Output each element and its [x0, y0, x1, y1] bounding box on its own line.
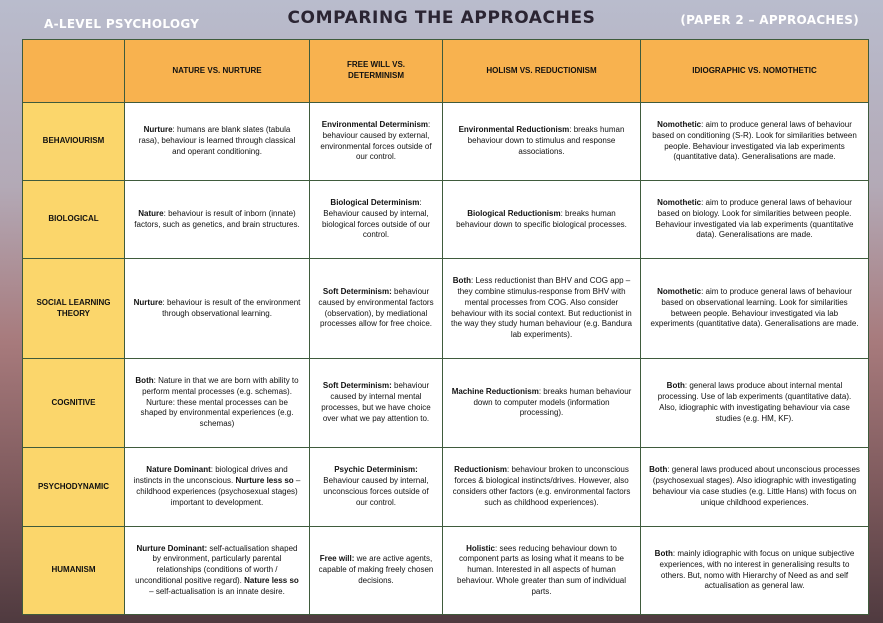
- table-cell: Nurture Dominant: self-actualisation shaped by environment, particularly parental relationships (conditions of worth / unconditional positive regard). Nature less so – self-actualisation is an innate desire.: [125, 527, 310, 615]
- row-header: BIOLOGICAL: [23, 181, 125, 259]
- key-term: Psychic Determinism:: [334, 465, 418, 475]
- key-term: Nomothetic: [657, 286, 702, 296]
- table-cell: Reductionism: behaviour broken to unconscious forces & biological instincts/drives. However, also considers other factors (e.g. environmental factors such as childhood experiences).: [443, 448, 641, 527]
- table-cell: Soft Determinism: behaviour caused by environmental factors (observation), by mediational processes allow for free choice.: [310, 259, 443, 359]
- key-term: Nomothetic: [657, 197, 702, 207]
- row-header: PSYCHODYNAMIC: [23, 448, 125, 527]
- table-row: [23, 359, 869, 448]
- table-row: [23, 527, 869, 615]
- column-header: HOLISM VS. REDUCTIONISM: [443, 40, 641, 103]
- table-cell: Biological Determinism: Behaviour caused by internal, biological forces outside of our control.: [310, 181, 443, 259]
- table-cell: Both: mainly idiographic with focus on unique subjective experiences, with no interest in generalising results to others. But, nomo with Hierarchy of Need as and self actualisation as general law.: [641, 527, 869, 615]
- table-row: [23, 259, 869, 359]
- key-term: Soft Determinism:: [322, 381, 392, 391]
- table-cell: Nurture: behaviour is result of the environment through observational learning.: [125, 259, 310, 359]
- page-title: COMPARING THE APPROACHES: [287, 8, 596, 28]
- row-header: COGNITIVE: [23, 359, 125, 448]
- table-cell: Both: general laws produce about internal mental processing. Use of lab experiments (quantitative data). Also, idiographic with investigating behaviour via case studies (e.g. HM, KF).: [641, 359, 869, 448]
- table-cell: Nomothetic: aim to produce general laws of behaviour based on conditioning (S-R). Look for similarities between people. Behaviour investigated via lab experiments (quantitative data). Generalisations are made.: [641, 103, 869, 181]
- course-label: A-LEVEL PSYCHOLOGY: [44, 17, 200, 31]
- key-term: Nurture less so: [235, 476, 294, 486]
- key-term: Both: [135, 376, 154, 385]
- table-cell: Machine Reductionism: breaks human behaviour down to computer models (information processing).: [443, 359, 641, 448]
- table-cell: Both: general laws produced about unconscious processes (psychosexual stages). Also idiographic with investigating behaviour via case studies (e.g. Little Hans) with focus on unique childhood experiences.: [641, 448, 869, 527]
- table-cell: Psychic Determinism: Behaviour caused by internal, unconscious forces outside of our control.: [310, 448, 443, 527]
- key-term: Holistic: [466, 543, 496, 553]
- key-term: Nature Dominant: [146, 465, 211, 475]
- key-term: Reductionism: [454, 465, 508, 475]
- key-term: Nature less so: [244, 575, 299, 585]
- key-term: Environmental Determinism: [321, 119, 428, 129]
- table-cell: Environmental Reductionism: breaks human behaviour down to stimulus and response associations.: [443, 103, 641, 181]
- key-term: Both: [649, 465, 668, 475]
- table-cell: Environmental Determinism: behaviour caused by external, environmental forces outside of our control.: [310, 103, 443, 181]
- table-cell: Free will: we are active agents, capable of making freely chosen decisions.: [310, 527, 443, 615]
- key-term: Soft Determinism:: [322, 286, 392, 296]
- table-row: [23, 448, 869, 527]
- table-cell: Nature Dominant: biological drives and instincts in the unconscious. Nurture less so – childhood experiences (psychosexual stages) important to development.: [125, 448, 310, 527]
- table-cell: Nomothetic: aim to produce general laws of behaviour based on biology. Look for similarities between people. Behaviour investigated via lab experiments (quantitative data). Generalisations are made.: [641, 181, 869, 259]
- row-header: BEHAVIOURISM: [23, 103, 125, 181]
- corner-cell: [23, 40, 125, 103]
- key-term: Both: [452, 276, 471, 286]
- table-cell: Nomothetic: aim to produce general laws of behaviour based on observational learning. Look for similarities between people. Behaviour investigated via lab experiments (quantitative data). Generalisations are made.: [641, 259, 869, 359]
- row-header: HUMANISM: [23, 527, 125, 615]
- key-term: Machine Reductionism: [451, 386, 539, 396]
- key-term: Free will:: [319, 554, 355, 564]
- table-cell: Nurture: humans are blank slates (tabula rasa), behaviour is learned through classical and operant conditioning.: [125, 103, 310, 181]
- key-term: Nurture: [133, 297, 163, 307]
- key-term: Environmental Reductionism: [458, 125, 570, 135]
- column-header: FREE WILL VS. DETERMINISM: [310, 40, 443, 103]
- key-term: Both: [654, 548, 673, 558]
- column-header: IDIOGRAPHIC VS. NOMOTHETIC: [641, 40, 869, 103]
- key-term: Biological Determinism: [330, 197, 420, 207]
- table-cell: Nature: behaviour is result of inborn (innate) factors, such as genetics, and brain structures.: [125, 181, 310, 259]
- key-term: Nomothetic: [657, 119, 702, 129]
- table-cell: Biological Reductionism: breaks human behaviour down to specific biological processes.: [443, 181, 641, 259]
- key-term: Nature: [138, 208, 164, 218]
- table-cell: Soft Determinism: behaviour caused by internal mental processes, but we have choice over what we pay attention to.: [310, 359, 443, 448]
- paper-label: (PAPER 2 – APPROACHES): [680, 13, 859, 27]
- table-cell: Both: Less reductionist than BHV and COG app – they combine stimulus-response from BHV with mental processes from COG. Also consider behaviour with its social context. But reductionist in the way they study human behaviour (e.g. Bandura lab experiments).: [443, 259, 641, 359]
- comparison-table: [22, 39, 869, 615]
- key-term: Nurture: [143, 125, 173, 135]
- table-header-row: [23, 40, 869, 103]
- table-row: [23, 181, 869, 259]
- key-term: Biological Reductionism: [467, 208, 561, 218]
- key-term: Nurture Dominant:: [136, 543, 208, 553]
- table-cell: Both: Nature in that we are born with ability to perform mental processes (e.g. schemas). Nurture: these mental processes can be shaped by environmental experiences (e.g. schemas): [125, 359, 310, 448]
- table-cell: Holistic: sees reducing behaviour down to component parts as losing what it means to be human. Interested in all aspects of human behaviour. Whole greater than sum of individual parts.: [443, 527, 641, 615]
- column-header: NATURE VS. NURTURE: [125, 40, 310, 103]
- table-row: [23, 103, 869, 181]
- key-term: Both: [666, 381, 685, 391]
- row-header: SOCIAL LEARNING THEORY: [23, 259, 125, 359]
